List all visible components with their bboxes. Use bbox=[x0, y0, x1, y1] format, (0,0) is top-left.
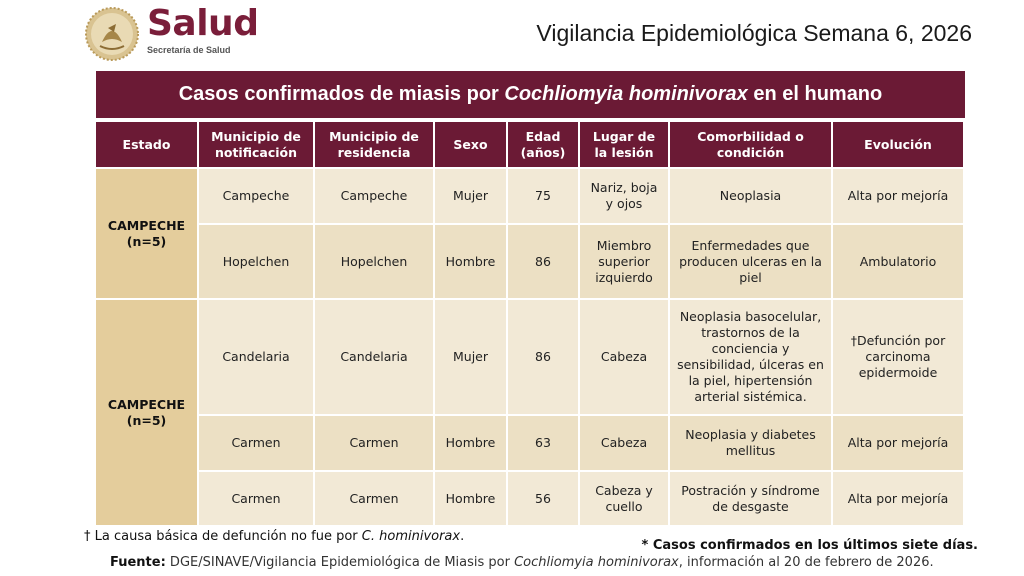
footnote-dagger-pre: † La causa básica de defunción no fue por bbox=[84, 529, 362, 544]
table-cell: Carmen bbox=[315, 472, 435, 527]
table-cell: 86 bbox=[508, 225, 580, 300]
table-title-post: en el humano bbox=[747, 83, 883, 105]
table-cell: Mujer bbox=[435, 169, 508, 225]
column-header-notificacion: Municipio de notificación bbox=[199, 122, 315, 169]
table-cell: Campeche bbox=[199, 169, 315, 225]
table-cell: Campeche bbox=[315, 169, 435, 225]
table-cell: Alta por mejoría bbox=[833, 416, 965, 472]
column-header-estado: Estado bbox=[96, 122, 199, 169]
brand-name: Salud bbox=[147, 3, 259, 44]
brand-subtitle: Secretaría de Salud bbox=[147, 45, 231, 55]
state-cell: CAMPECHE (n=5) bbox=[96, 300, 199, 527]
table-cell: Candelaria bbox=[199, 300, 315, 416]
column-header-comorbilidad: Comorbilidad o condición bbox=[670, 122, 833, 169]
table-cell: Hombre bbox=[435, 472, 508, 527]
column-header-evolucion: Evolución bbox=[833, 122, 965, 169]
table-cell: Neoplasia basocelular, trastornos de la conciencia y sensibilidad, úlceras en la piel, hipertensión arterial sistémica. bbox=[670, 300, 833, 416]
column-header-edad: Edad (años) bbox=[508, 122, 580, 169]
table-cell: Cabeza bbox=[580, 300, 670, 416]
footnote-dagger-species: C. hominivorax bbox=[361, 529, 461, 544]
table-title bbox=[96, 71, 965, 118]
coat-of-arms-icon bbox=[84, 6, 140, 62]
source-note bbox=[110, 555, 934, 570]
table-cell: Carmen bbox=[199, 416, 315, 472]
brand-block bbox=[147, 4, 258, 55]
table-title-species: Cochliomyia hominivorax bbox=[504, 83, 748, 105]
table-cell: Miembro superior izquierdo bbox=[580, 225, 670, 300]
table-cell: Alta por mejoría bbox=[833, 169, 965, 225]
source-post: , información al 20 de febrero de 2026. bbox=[678, 555, 934, 570]
table-cell: Mujer bbox=[435, 300, 508, 416]
table-cell: 63 bbox=[508, 416, 580, 472]
state-cell: CAMPECHE (n=5) bbox=[96, 169, 199, 300]
table-cell: Carmen bbox=[199, 472, 315, 527]
table-cell: †Defunción por carcinoma epidermoide bbox=[833, 300, 965, 416]
table-cell: Ambulatorio bbox=[833, 225, 965, 300]
source-species: Cochliomyia hominivorax bbox=[514, 555, 679, 570]
table-cell: Enfermedades que producen ulceras en la piel bbox=[670, 225, 833, 300]
table-cell: Hopelchen bbox=[315, 225, 435, 300]
table-title-pre: Casos confirmados de miasis por bbox=[178, 83, 505, 105]
table-cell: Nariz, boja y ojos bbox=[580, 169, 670, 225]
table-cell: 56 bbox=[508, 472, 580, 527]
document-title: Vigilancia Epidemiológica Semana 6, 2026 bbox=[536, 20, 972, 46]
footnote-dagger-post: . bbox=[460, 529, 465, 544]
column-header-lugar: Lugar de la lesión bbox=[580, 122, 670, 169]
table-cell: Hombre bbox=[435, 225, 508, 300]
cases-table bbox=[96, 122, 965, 527]
table-cell: 75 bbox=[508, 169, 580, 225]
source-label: Fuente: bbox=[110, 555, 166, 570]
table-cell: Postración y síndrome de desgaste bbox=[670, 472, 833, 527]
table-cell: Carmen bbox=[315, 416, 435, 472]
table-cell: 86 bbox=[508, 300, 580, 416]
footnote-dagger bbox=[84, 529, 464, 544]
table-cell: Cabeza bbox=[580, 416, 670, 472]
table-cell: Hopelchen bbox=[199, 225, 315, 300]
column-header-residencia: Municipio de residencia bbox=[315, 122, 435, 169]
table-cell: Hombre bbox=[435, 416, 508, 472]
table-cell: Alta por mejoría bbox=[833, 472, 965, 527]
footnote-star: * Casos confirmados en los últimos siete días. bbox=[641, 538, 978, 553]
table-cell: Neoplasia y diabetes mellitus bbox=[670, 416, 833, 472]
table-cell: Neoplasia bbox=[670, 169, 833, 225]
column-header-sexo: Sexo bbox=[435, 122, 508, 169]
source-pre: DGE/SINAVE/Vigilancia Epidemiológica de Miasis por bbox=[165, 555, 515, 570]
table-cell: Candelaria bbox=[315, 300, 435, 416]
table-cell: Cabeza y cuello bbox=[580, 472, 670, 527]
